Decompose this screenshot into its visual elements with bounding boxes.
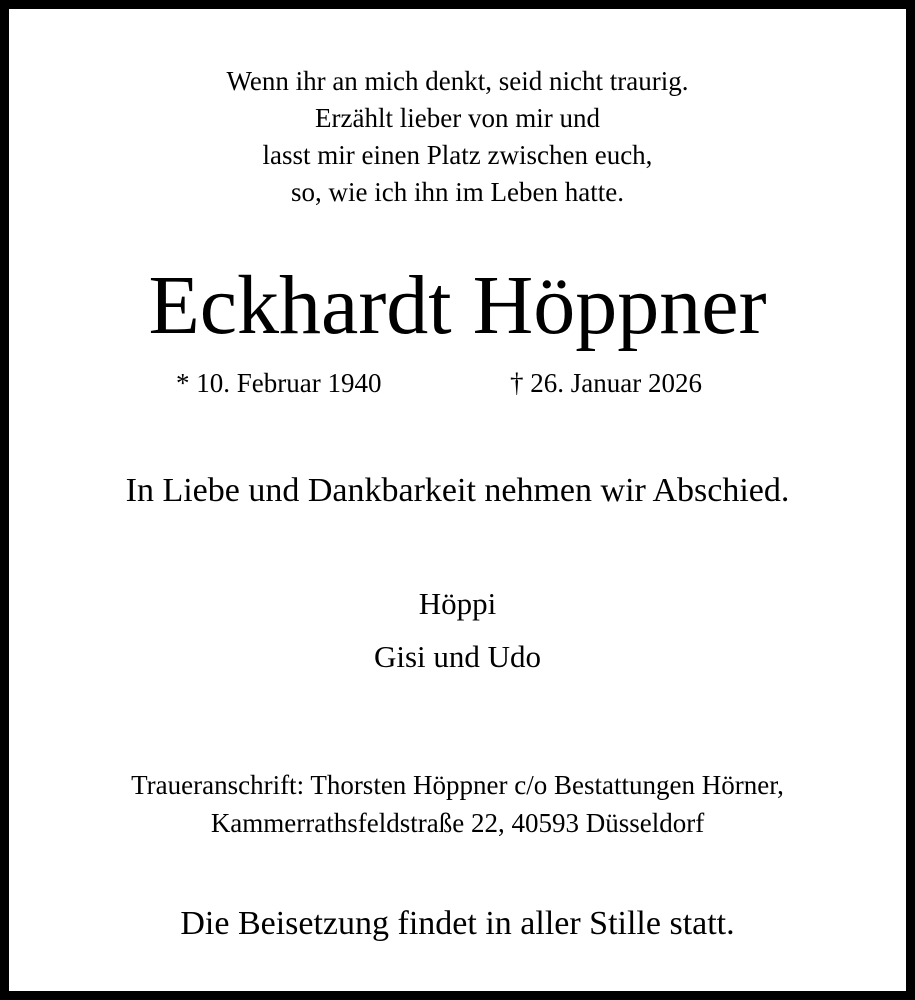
deceased-name: Eckhardt Höppner	[148, 259, 767, 352]
birth-date: * 10. Februar 1940	[176, 368, 382, 398]
mourners	[9, 577, 906, 683]
poem	[9, 63, 906, 211]
poem-line: Wenn ihr an mich denkt, seid nicht traurig.	[226, 66, 689, 96]
life-dates	[9, 363, 906, 403]
death-date: † 26. Januar 2026	[510, 368, 702, 398]
poem-line: so, wie ich ihn im Leben hatte.	[291, 177, 624, 207]
mourner-name: Höppi	[418, 586, 497, 621]
poem-line: lasst mir einen Platz zwischen euch,	[262, 140, 653, 170]
farewell-text: In Liebe und Dankbarkeit nehmen wir Abschied.	[125, 472, 790, 509]
mourner-name: Gisi und Udo	[373, 639, 542, 674]
address-line: Kammerrathsfeldstraße 22, 40593 Düsseldorf	[210, 808, 705, 838]
burial-note: Die Beisetzung findet in aller Stille statt.	[180, 905, 735, 942]
address-line: Traueranschrift: Thorsten Höppner c/o Bestattungen Hörner,	[131, 770, 784, 800]
poem-line: Erzählt lieber von mir und	[315, 103, 600, 133]
mourning-address	[9, 766, 906, 842]
